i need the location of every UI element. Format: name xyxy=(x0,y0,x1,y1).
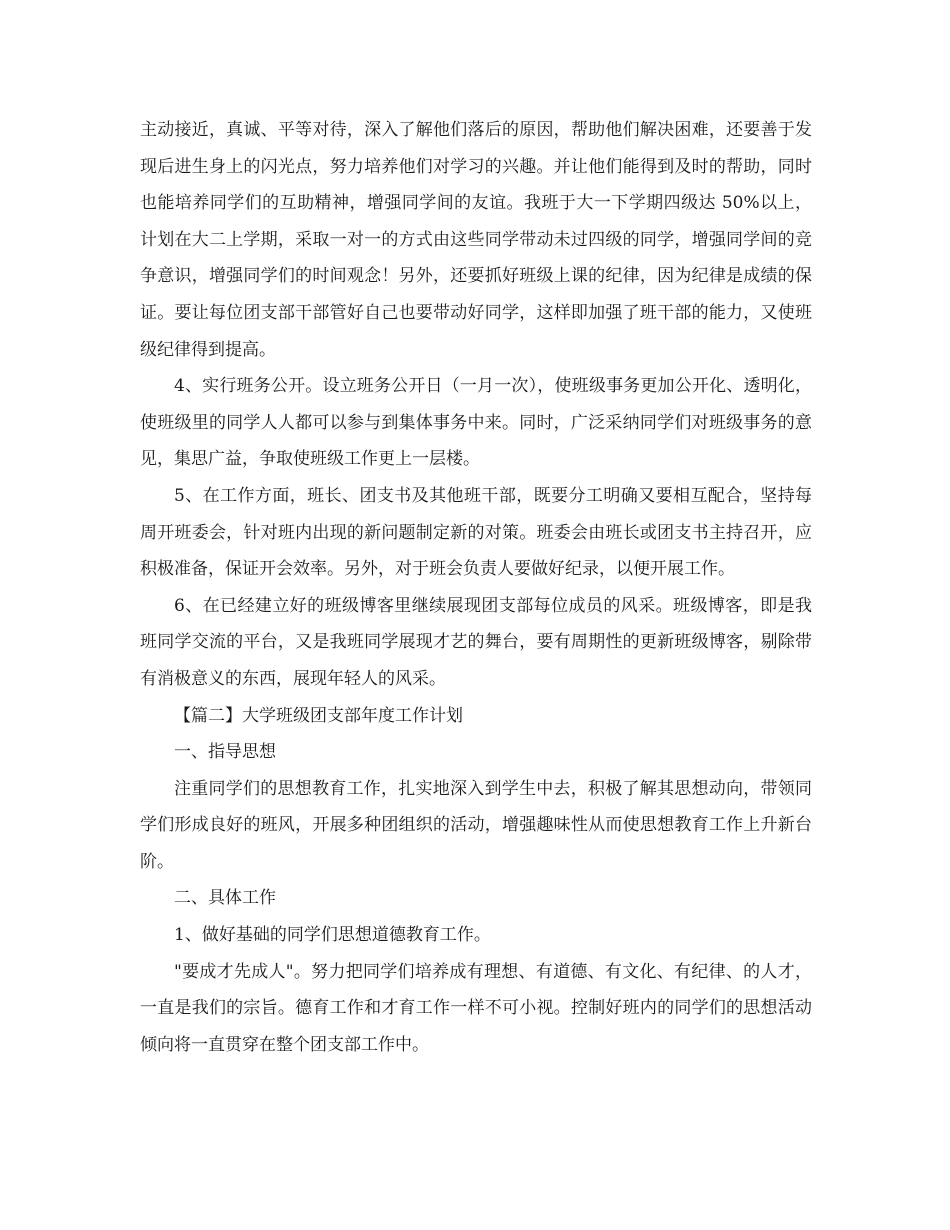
document-body xyxy=(140,112,812,1063)
heading-guiding-ideology: 一、指导思想 xyxy=(174,742,276,763)
paragraph-item-5: 5、在工作方面，班长、团支书及其他班干部，既要分工明确又要相互配合，坚持每周开班委会，针对班内出现的新问题制定新的对策。班委会由班长或团支书主持召开，应积极准备，保证开会效率。另外，对于班会负责人要做好纪录，以便开展工作。 xyxy=(140,485,812,580)
paragraph-moral-education: "要成才先成人"。努力把同学们培养成有理想、有道德、有文化、有纪律、的人才，一直是我们的宗旨。德育工作和才育工作一样不可小视。控制好班内的同学们的思想活动倾向将一直贯穿在整个团支部工作中。 xyxy=(140,961,812,1055)
section-title-part-two: 【篇二】大学班级团支部年度工作计划 xyxy=(174,705,463,726)
paragraph-continued-text: 主动接近，真诚、平等对待，深入了解他们落后的原因，帮助他们解决困难，还要善于发现后进生身上的闪光点，努力培养他们对学习的兴趣。并让他们能得到及时的帮助，同时也能培养同学们的互助精神，增强同学间的友谊。我班于大一下学期四级达 50%以上，计划在大二上学期，采取一对一的方式由这些同学带动未过四级的同学，增强同学间的竞争意识，增强同学们的时间观念！另外，还要抓好班级上课的纪律，因为纪律是成绩的保证。要让每位团支部干部管好自己也要带动好同学，这样即加强了班干部的能力，又使班级纪律得到提高。 xyxy=(140,120,812,360)
paragraph-guiding-ideology: 注重同学们的思想教育工作，扎实地深入到学生中去，积极了解其思想动向，带领同学们形成良好的班风，开展多种团组织的活动，增强趣味性从而使思想教育工作上升新台阶。 xyxy=(140,778,812,872)
heading-specific-work: 二、具体工作 xyxy=(174,888,276,909)
paragraph-item-6: 6、在已经建立好的班级博客里继续展现团支部每位成员的风采。班级博客，即是我班同学交流的平台，又是我班同学展现才艺的舞台，要有周期性的更新班级博客，剔除带有消极意义的东西，展现年轻人的风采。 xyxy=(140,595,812,689)
paragraph-item-1: 1、做好基础的同学们思想道德教育工作。 xyxy=(174,925,491,946)
paragraph-item-4: 4、实行班务公开。设立班务公开日（一月一次），使班级事务更加公开化、透明化，使班级里的同学人人都可以参与到集体事务中来。同时，广泛采纳同学们对班级事务的意见，集思广益，争取使班级工作更上一层楼。 xyxy=(140,376,812,470)
